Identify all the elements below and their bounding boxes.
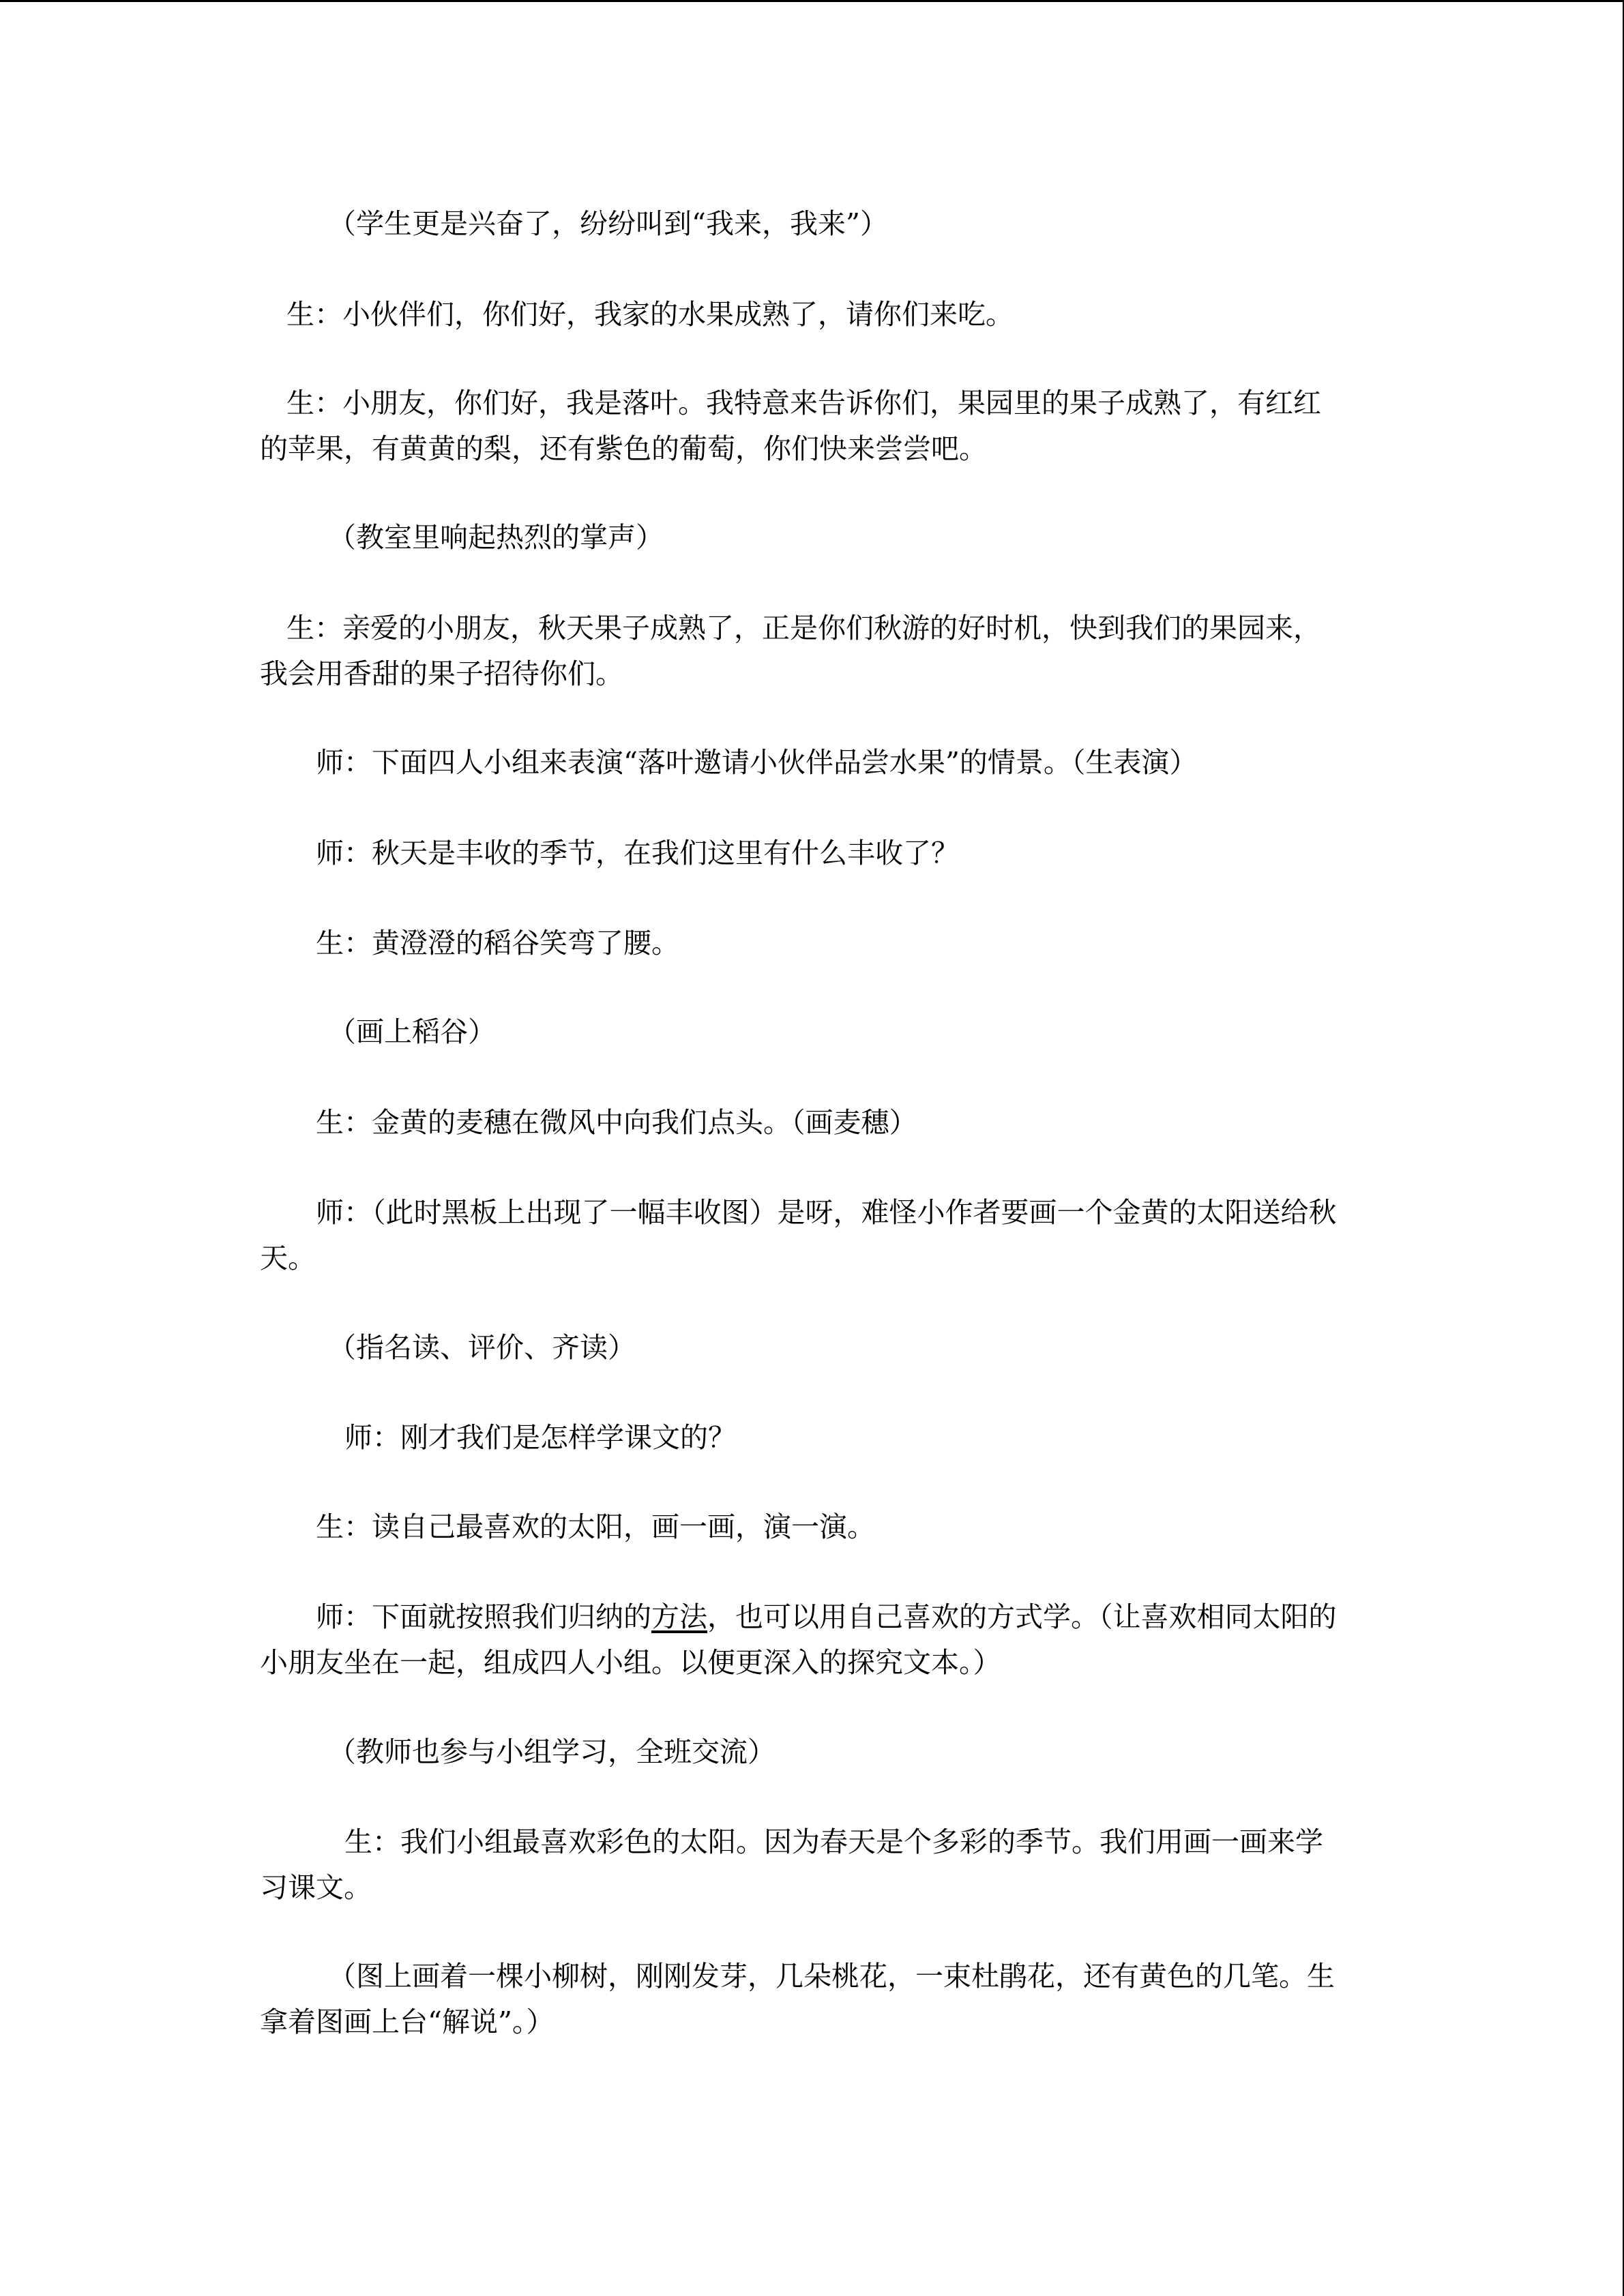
- paragraph-3: 生：小朋友，你们好，我是落叶。我特意来告诉你们，果园里的果子成熟了，有红红的苹果，有黄黄的梨，还有紫色的葡萄，你们快来尝尝吧。: [260, 387, 1321, 465]
- paragraph-6: 师：下面四人小组来表演“落叶邀请小伙伴品尝水果”的情景。（生表演）: [316, 746, 1198, 779]
- paragraph-8: 生：黄澄澄的稻谷笑弯了腰。: [316, 927, 679, 959]
- paragraph-11: 师：（此时黑板上出现了一幅丰收图）是呀，难怪小作者要画一个金黄的太阳送给秋天。: [260, 1196, 1337, 1274]
- paragraph-15-after: ，也可以用自己喜欢的方式学。（让喜欢相同太阳的小朋友坐在一起，组成四人小组。以便更深入的探究文本。）: [260, 1600, 1337, 1679]
- paragraph-13: 师：刚才我们是怎样学课文的？: [344, 1421, 736, 1454]
- paragraph-17: 生：我们小组最喜欢彩色的太阳。因为春天是个多彩的季节。我们用画一画来学习课文。: [260, 1825, 1323, 1904]
- paragraph-7: 师：秋天是丰收的季节，在我们这里有什么丰收了？: [316, 837, 959, 869]
- page-top-border: [0, 0, 1624, 2]
- underlined-word-fangfa: 方法: [651, 1600, 707, 1633]
- paragraph-15: [260, 1594, 1348, 1686]
- paragraph-16: （教师也参与小组学习，全班交流）: [328, 1735, 776, 1768]
- paragraph-15-before: 师：下面就按照我们归纳的: [316, 1600, 651, 1633]
- paragraph-14: 生：读自己最喜欢的太阳，画一画，演一演。: [316, 1510, 875, 1543]
- paragraph-18: （图上画着一棵小柳树，刚刚发芽，几朵桃花，一束杜鹃花，还有黄色的几笔。生拿着图画上台“解说”。）: [260, 1960, 1335, 2038]
- paragraph-12: （指名读、评价、齐读）: [328, 1331, 636, 1364]
- paragraph-5: 生：亲爱的小朋友，秋天果子成熟了，正是你们秋游的好时机，快到我们的果园来，我会用香甜的果子招待你们。: [260, 612, 1321, 690]
- paragraph-10: 生：金黄的麦穗在微风中向我们点头。（画麦穗）: [316, 1106, 917, 1139]
- paragraph-4: （教室里响起热烈的掌声）: [328, 521, 664, 554]
- paragraph-2: 生：小伙伴们，你们好，我家的水果成熟了，请你们来吃。: [286, 298, 1014, 331]
- paragraph-1: （学生更是兴奋了，纷纷叫到“我来，我来”）: [328, 207, 888, 240]
- paragraph-9: （画上稻谷）: [328, 1015, 496, 1048]
